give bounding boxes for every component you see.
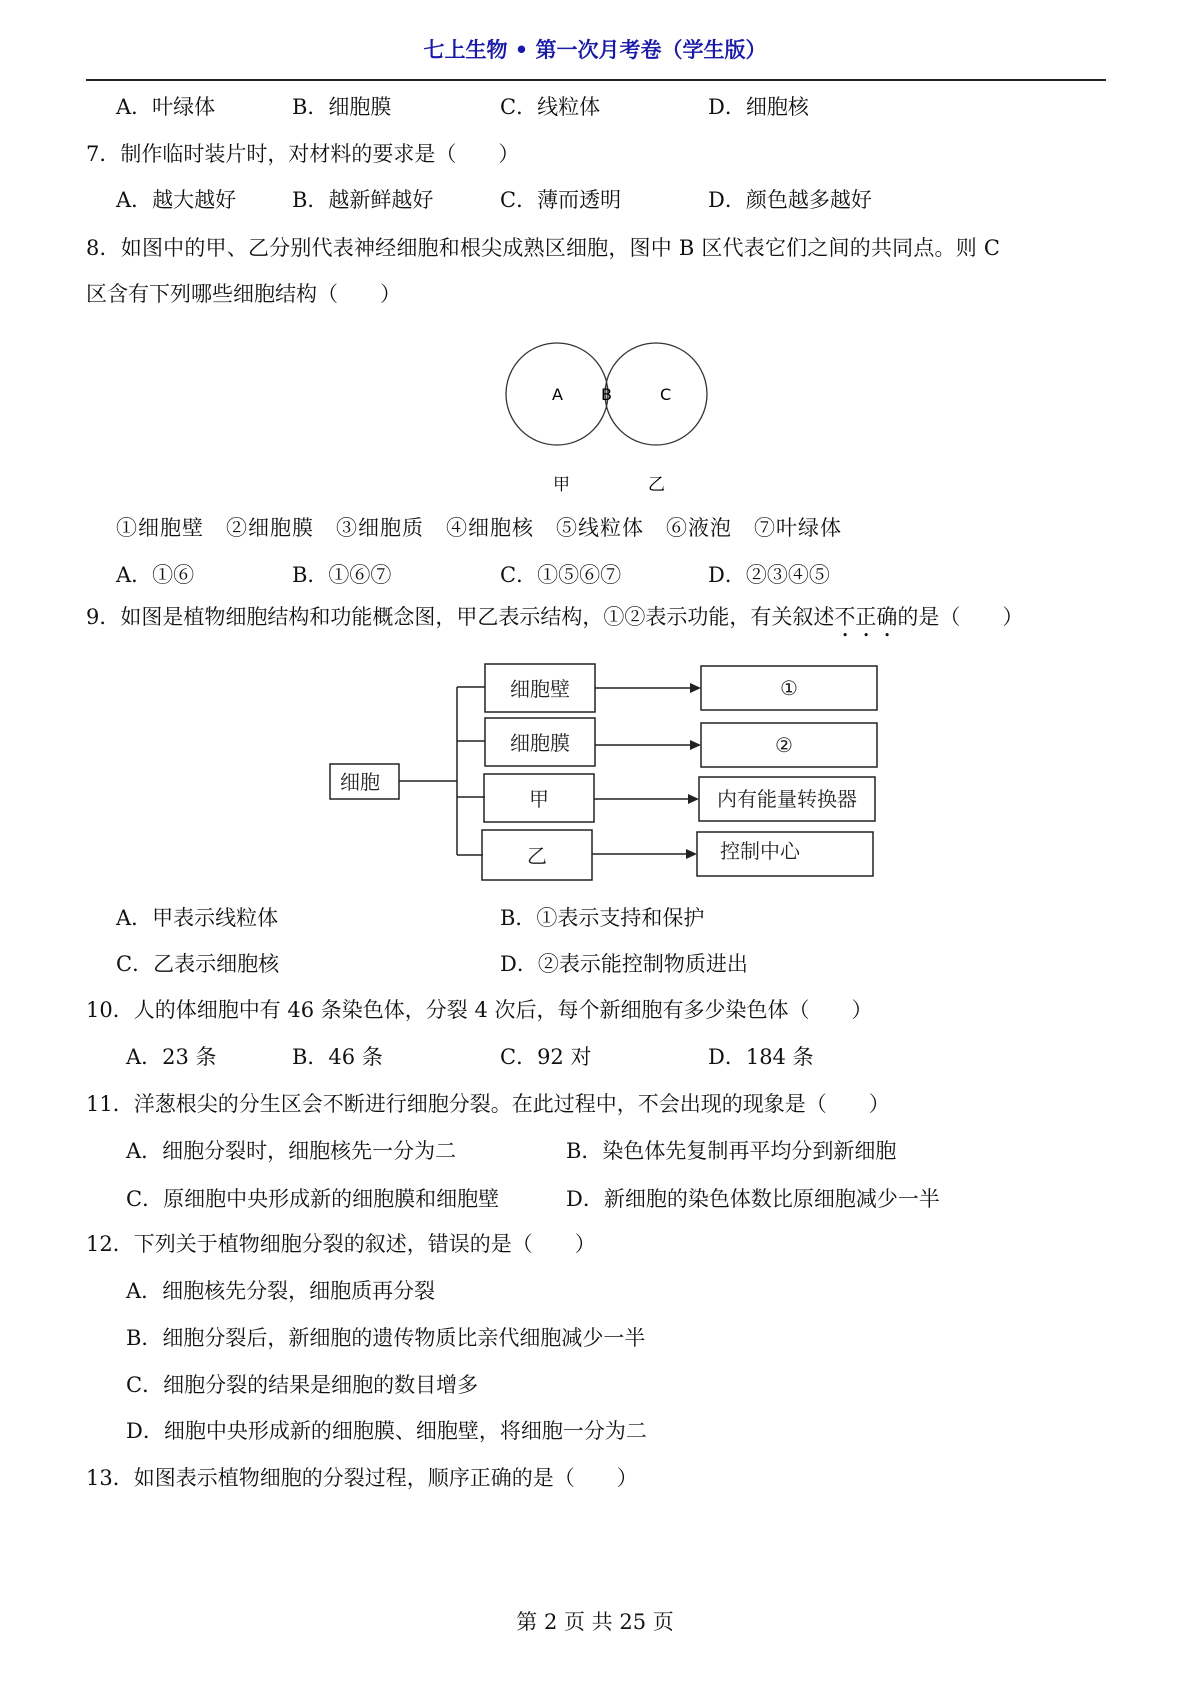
root-label: 细胞 — [340, 770, 380, 794]
question-7-stem: 7．制作临时装片时，对材料的要求是（ ） — [86, 142, 520, 166]
structure-label: 甲 — [529, 787, 549, 811]
option-c: C．乙表示细胞核 — [116, 952, 280, 976]
arrow-icon — [688, 794, 699, 804]
option-a: A．甲表示线粒体 — [116, 906, 279, 930]
page-title: 七上生物 • 第一次月考卷（学生版） — [423, 38, 767, 62]
question-10-stem: 10．人的体细胞中有 46 条染色体，分裂 4 次后，每个新细胞有多少染色体（ ） — [86, 998, 873, 1022]
option-d: D．新细胞的染色体数比原细胞减少一半 — [566, 1187, 940, 1211]
option-a: A．细胞分裂时，细胞核先一分为二 — [126, 1139, 457, 1163]
option-b: B．46 条 — [292, 1045, 383, 1069]
structure-label: 细胞壁 — [510, 677, 570, 701]
option-c: C．①⑤⑥⑦ — [500, 563, 622, 587]
label-c: C — [660, 385, 672, 404]
option-d: D．184 条 — [708, 1045, 814, 1069]
question-8-stem: 8．如图中的甲、乙分别代表神经细胞和根尖成熟区细胞，图中 B 区代表它们之间的共同点。则 C — [86, 236, 1001, 260]
question-8-items: ①细胞壁 ②细胞膜 ③细胞质 ④细胞核 ⑤线粒体 ⑥液泡 ⑦叶绿体 — [116, 516, 842, 540]
question-9-stem — [86, 603, 1023, 642]
emphasized-text: 不正确 — [834, 605, 898, 629]
label-a: A — [552, 385, 563, 404]
option-b: B．细胞分裂后，新细胞的遗传物质比亲代细胞减少一半 — [126, 1326, 646, 1350]
page-number: 第 2 页 共 25 页 — [516, 1610, 674, 1634]
arrow-icon — [690, 740, 701, 750]
option-b: B．①表示支持和保护 — [500, 906, 705, 930]
option-d: D．②表示能控制物质进出 — [500, 952, 748, 976]
header-divider — [86, 79, 1106, 81]
function-label: ① — [780, 676, 798, 700]
option-a: A．细胞核先分裂，细胞质再分裂 — [126, 1279, 436, 1303]
arrow-icon — [686, 849, 697, 859]
option-a: A．23 条 — [126, 1045, 217, 1069]
stem-text: 的是（ ） — [897, 605, 1024, 629]
function-label: 内有能量转换器 — [717, 787, 857, 811]
question-8-stem-cont: 区含有下列哪些细胞结构（ ） — [86, 282, 401, 306]
function-label: 控制中心 — [720, 839, 800, 863]
option-b: B．①⑥⑦ — [292, 563, 392, 587]
stem-text: 9．如图是植物细胞结构和功能概念图，甲乙表示结构，①②表示功能，有关叙述 — [86, 605, 835, 629]
option-c: C．92 对 — [500, 1045, 592, 1069]
concept-diagram — [320, 655, 900, 895]
option-c: C．线粒体 — [500, 95, 601, 119]
arrow-icon — [690, 683, 701, 693]
function-label: ② — [775, 733, 793, 757]
label-jia: 甲 — [553, 475, 570, 495]
question-12-stem: 12．下列关于植物细胞分裂的叙述，错误的是（ ） — [86, 1232, 596, 1256]
option-c: C．原细胞中央形成新的细胞膜和细胞壁 — [126, 1187, 500, 1211]
option-a: A．①⑥ — [116, 563, 195, 587]
label-yi: 乙 — [648, 475, 665, 495]
option-c: C．细胞分裂的结果是细胞的数目增多 — [126, 1373, 479, 1397]
structure-label: 乙 — [527, 844, 547, 868]
circle-right — [605, 343, 707, 445]
option-c: C．薄而透明 — [500, 188, 622, 212]
option-b: B．越新鲜越好 — [292, 188, 434, 212]
venn-diagram — [490, 320, 730, 500]
structure-label: 细胞膜 — [510, 731, 570, 755]
question-11-stem: 11．洋葱根尖的分生区会不断进行细胞分裂。在此过程中，不会出现的现象是（ ） — [86, 1092, 890, 1116]
option-b: B．染色体先复制再平均分到新细胞 — [566, 1139, 897, 1163]
question-13-stem: 13．如图表示植物细胞的分裂过程，顺序正确的是（ ） — [86, 1466, 638, 1490]
label-b: B — [601, 385, 612, 404]
option-a: A．叶绿体 — [116, 95, 216, 119]
option-d: D．细胞核 — [708, 95, 809, 119]
option-d: D．细胞中央形成新的细胞膜、细胞壁，将细胞一分为二 — [126, 1419, 647, 1443]
option-b: B．细胞膜 — [292, 95, 392, 119]
option-d: D．颜色越多越好 — [708, 188, 872, 212]
option-d: D．②③④⑤ — [708, 563, 830, 587]
option-a: A．越大越好 — [116, 188, 237, 212]
